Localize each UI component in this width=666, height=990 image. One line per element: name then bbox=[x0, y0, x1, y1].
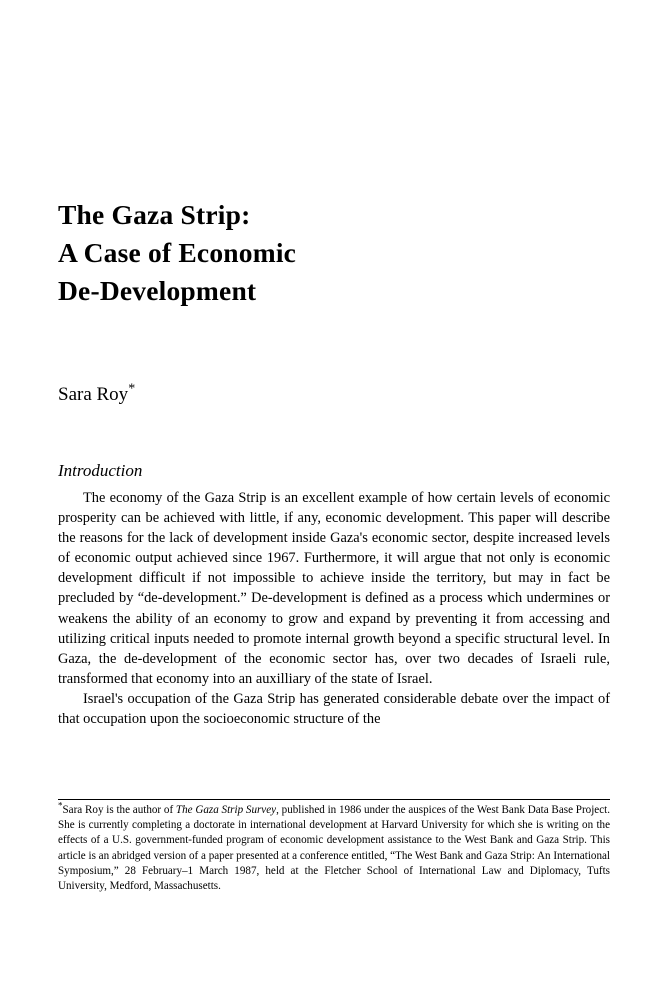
author-name: Sara Roy bbox=[58, 384, 129, 405]
article-title-line-2: A Case of Economic bbox=[58, 237, 297, 268]
author-byline bbox=[58, 383, 610, 407]
author-name-row bbox=[58, 383, 610, 407]
footnote-section bbox=[58, 799, 610, 894]
section-heading-introduction: Introduction bbox=[58, 461, 143, 480]
body-text bbox=[58, 488, 610, 729]
footnote-marker: * bbox=[58, 800, 63, 811]
footnote-part-1: Sara Roy is the author of bbox=[62, 804, 176, 816]
body-paragraph-2: Israel's occupation of the Gaza Strip has generated considerable debate over the impact of that occupation upon the socioeconomic structure of the bbox=[58, 690, 610, 728]
footnote-book-title: The Gaza Strip Survey bbox=[175, 804, 277, 816]
footnote-part-2: , published in 1986 under the auspices of the West Bank Data Base Project. She is currently completing a doctorate in international development at Harvard University for which she is writing on the effects of a U.S. government-funded program of economic development assistance to the West Bank and Gaza Strip. This article is an abridged version of a paper presented at a conference entitled, “The West Bank and Gaza Strip: An International Symposium,” 28 February–1 March 1987, held at the Fletcher School of International Law and Diplomacy, Tufts University, Medford, Massachusetts. bbox=[58, 804, 610, 893]
footnote-author-note bbox=[58, 800, 610, 894]
article-title bbox=[58, 196, 610, 310]
footnote-separator-rule bbox=[58, 799, 610, 800]
author-footnote-marker: * bbox=[128, 381, 136, 397]
body-paragraph-1: The economy of the Gaza Strip is an excellent example of how certain levels of economic prosperity can be achieved with little, if any, economic development. This paper will describe the reasons for the lack of development inside Gaza's economic sector, despite increased levels of economic output achieved since 1967. Furthermore, it will argue that not only is economic development difficult if not impossible to achieve inside the territory, but may in fact be precluded by “de-development.” De-development is defined as a process which undermines or weakens the ability of an economy to grow and expand by preventing it from accessing and utilizing critical inputs needed to promote internal growth beyond a specific structural level. In Gaza, the de-development of the economic sector has, over two decades of Israeli rule, transformed that economy into an auxilliary of the state of Israel. bbox=[58, 490, 610, 687]
article-title-line-3: De-Development bbox=[58, 275, 257, 306]
article-title-line-1: The Gaza Strip: bbox=[58, 199, 251, 230]
